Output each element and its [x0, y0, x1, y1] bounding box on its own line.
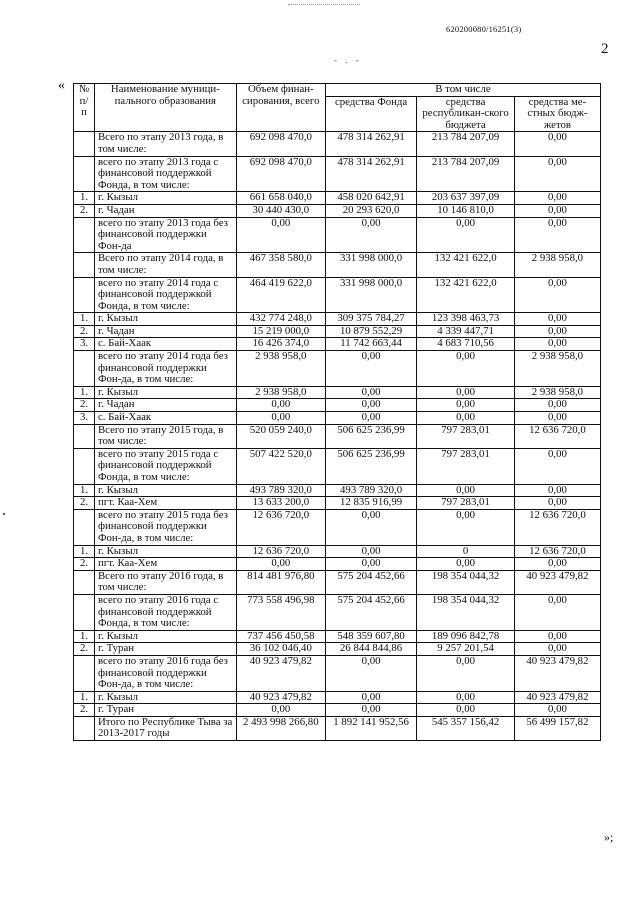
row-number: 2. — [74, 558, 95, 571]
row-fund: 493 789 320,0 — [325, 484, 416, 497]
row-number — [74, 570, 95, 594]
row-number: 1. — [74, 484, 95, 497]
row-republic: 0,00 — [417, 509, 515, 545]
table-row — [74, 386, 601, 399]
row-republic: 797 283,01 — [417, 448, 515, 484]
row-number — [74, 716, 95, 740]
table-row — [74, 716, 601, 740]
row-name: с. Бай-Хаак — [94, 412, 236, 425]
row-fund: 0,00 — [325, 351, 416, 387]
row-local: 0,00 — [514, 217, 600, 253]
row-name: г. Кызыл — [94, 192, 236, 205]
row-fund: 0,00 — [325, 691, 416, 704]
row-number: 2. — [74, 643, 95, 656]
table-row — [74, 399, 601, 412]
row-fund: 548 359 607,80 — [325, 630, 416, 643]
row-republic: 4 683 710,56 — [417, 338, 515, 351]
row-fund: 0,00 — [325, 412, 416, 425]
header-group: В том числе — [325, 84, 600, 97]
row-republic: 0 — [417, 545, 515, 558]
funding-table — [73, 83, 601, 741]
row-republic: 545 357 156,42 — [417, 716, 515, 740]
row-name: г. Кызыл — [94, 484, 236, 497]
row-name: г. Туран — [94, 643, 236, 656]
row-fund: 0,00 — [325, 655, 416, 691]
row-local: 12 636 720,0 — [514, 424, 600, 448]
row-fund: 575 204 452,66 — [325, 570, 416, 594]
row-number — [74, 277, 95, 313]
row-republic: 0,00 — [417, 484, 515, 497]
row-republic: 0,00 — [417, 412, 515, 425]
row-local: 0,00 — [514, 594, 600, 630]
table-row — [74, 545, 601, 558]
row-number — [74, 655, 95, 691]
row-name: г. Кызыл — [94, 630, 236, 643]
row-total: 2 938 958,0 — [236, 386, 325, 399]
row-republic: 213 784 207,09 — [417, 132, 515, 156]
table-row — [74, 643, 601, 656]
row-republic: 198 354 044,32 — [417, 594, 515, 630]
row-republic: 0,00 — [417, 386, 515, 399]
row-number — [74, 217, 95, 253]
table-row — [74, 691, 601, 704]
row-republic: 0,00 — [417, 399, 515, 412]
table-row — [74, 509, 601, 545]
row-number — [74, 132, 95, 156]
row-name: всего по этапу 2015 года без финансовой поддержки Фон-да, в том числе: — [94, 509, 236, 545]
row-total: 493 789 320,0 — [236, 484, 325, 497]
row-name: Итого по Республике Тыва за 2013-2017 годы — [94, 716, 236, 740]
row-local: 0,00 — [514, 484, 600, 497]
row-number — [74, 156, 95, 192]
closing-quote: »; — [604, 830, 614, 844]
row-local: 0,00 — [514, 156, 600, 192]
top-scan-line — [288, 4, 360, 5]
row-republic: 189 096 842,78 — [417, 630, 515, 643]
header-num: № п/п — [74, 84, 95, 132]
row-republic: 123 398 463,73 — [417, 313, 515, 326]
table-row — [74, 325, 601, 338]
row-total: 15 219 000,0 — [236, 325, 325, 338]
table-row — [74, 497, 601, 510]
row-fund: 575 204 452,66 — [325, 594, 416, 630]
row-local: 0,00 — [514, 448, 600, 484]
row-total: 2 493 998 266,80 — [236, 716, 325, 740]
table-header-row — [74, 84, 601, 97]
row-fund: 0,00 — [325, 704, 416, 717]
row-republic: 213 784 207,09 — [417, 156, 515, 192]
row-total: 36 102 046,40 — [236, 643, 325, 656]
row-republic: 797 283,01 — [417, 497, 515, 510]
row-total: 40 923 479,82 — [236, 691, 325, 704]
row-local: 0,00 — [514, 497, 600, 510]
row-total: 661 658 040,0 — [236, 192, 325, 205]
row-total: 432 774 248,0 — [236, 313, 325, 326]
row-republic: 0,00 — [417, 655, 515, 691]
table-row — [74, 217, 601, 253]
row-name: всего по этапу 2014 года с финансовой поддержкой Фонда, в том числе: — [94, 277, 236, 313]
row-republic: 0,00 — [417, 704, 515, 717]
header-fund: средства Фонда — [325, 96, 416, 132]
row-total: 0,00 — [236, 217, 325, 253]
row-fund: 11 742 663,44 — [325, 338, 416, 351]
table-row — [74, 558, 601, 571]
table-row — [74, 277, 601, 313]
row-number: 3. — [74, 338, 95, 351]
table-row — [74, 132, 601, 156]
table-row — [74, 630, 601, 643]
row-number: 2. — [74, 704, 95, 717]
row-republic: 9 257 201,54 — [417, 643, 515, 656]
row-local: 0,00 — [514, 204, 600, 217]
row-fund: 0,00 — [325, 545, 416, 558]
table-row — [74, 204, 601, 217]
table-row — [74, 594, 601, 630]
row-local: 56 499 157,82 — [514, 716, 600, 740]
row-total: 12 636 720,0 — [236, 509, 325, 545]
scan-marks: - . - — [334, 55, 362, 65]
table-row — [74, 655, 601, 691]
row-name: г. Кызыл — [94, 386, 236, 399]
row-local: 0,00 — [514, 630, 600, 643]
row-name: с. Бай-Хаак — [94, 338, 236, 351]
row-name: Всего по этапу 2015 года, в том числе: — [94, 424, 236, 448]
row-number: 1. — [74, 630, 95, 643]
row-name: всего по этапу 2016 года с финансовой поддержкой Фонда, в том числе: — [94, 594, 236, 630]
row-local: 2 938 958,0 — [514, 386, 600, 399]
row-fund: 0,00 — [325, 558, 416, 571]
row-local: 2 938 958,0 — [514, 253, 600, 277]
row-name: г. Чадан — [94, 204, 236, 217]
row-fund: 331 998 000,0 — [325, 277, 416, 313]
row-local: 0,00 — [514, 277, 600, 313]
row-fund: 26 844 844,86 — [325, 643, 416, 656]
row-name: Всего по этапу 2013 года, в том числе: — [94, 132, 236, 156]
table-row — [74, 156, 601, 192]
row-fund: 331 998 000,0 — [325, 253, 416, 277]
row-fund: 0,00 — [325, 217, 416, 253]
row-republic: 132 421 622,0 — [417, 277, 515, 313]
row-number: 2. — [74, 204, 95, 217]
row-local: 0,00 — [514, 338, 600, 351]
row-total: 0,00 — [236, 558, 325, 571]
table-body — [74, 132, 601, 741]
row-total: 814 481 976,80 — [236, 570, 325, 594]
row-local: 0,00 — [514, 412, 600, 425]
row-number: 1. — [74, 386, 95, 399]
header-name: Наименование муници-пального образования — [94, 84, 236, 132]
row-fund: 20 293 620,0 — [325, 204, 416, 217]
row-number: 2. — [74, 497, 95, 510]
row-local: 0,00 — [514, 192, 600, 205]
row-republic: 132 421 622,0 — [417, 253, 515, 277]
table-row — [74, 192, 601, 205]
row-name: всего по этапу 2013 года без финансовой поддержки Фон-да — [94, 217, 236, 253]
table-row — [74, 484, 601, 497]
row-total: 0,00 — [236, 399, 325, 412]
row-total: 13 633 200,0 — [236, 497, 325, 510]
row-total: 40 923 479,82 — [236, 655, 325, 691]
row-total: 0,00 — [236, 412, 325, 425]
row-name: Всего по этапу 2014 года, в том числе: — [94, 253, 236, 277]
table-row — [74, 704, 601, 717]
table-row — [74, 351, 601, 387]
row-number: 1. — [74, 545, 95, 558]
row-name: г. Чадан — [94, 325, 236, 338]
table-row — [74, 570, 601, 594]
row-total: 737 456 450,58 — [236, 630, 325, 643]
row-republic: 10 146 810,0 — [417, 204, 515, 217]
row-number — [74, 594, 95, 630]
row-number — [74, 509, 95, 545]
row-local: 0,00 — [514, 399, 600, 412]
row-number: 2. — [74, 399, 95, 412]
row-fund: 478 314 262,91 — [325, 132, 416, 156]
row-fund: 0,00 — [325, 509, 416, 545]
table-row — [74, 424, 601, 448]
row-total: 520 059 240,0 — [236, 424, 325, 448]
row-number — [74, 448, 95, 484]
row-local: 0,00 — [514, 132, 600, 156]
row-local: 40 923 479,82 — [514, 570, 600, 594]
row-number — [74, 253, 95, 277]
header-republic: средства республикан-ского бюджета — [417, 96, 515, 132]
margin-dot — [3, 513, 5, 515]
table-row — [74, 448, 601, 484]
row-fund: 458 020 642,91 — [325, 192, 416, 205]
row-total: 0,00 — [236, 704, 325, 717]
row-republic: 0,00 — [417, 217, 515, 253]
row-fund: 478 314 262,91 — [325, 156, 416, 192]
opening-quote: « — [58, 78, 65, 93]
row-local: 0,00 — [514, 313, 600, 326]
row-republic: 0,00 — [417, 691, 515, 704]
table-row — [74, 313, 601, 326]
row-total: 30 440 430,0 — [236, 204, 325, 217]
header-local: средства ме-стных бюдж-жетов — [514, 96, 600, 132]
row-total: 16 426 374,0 — [236, 338, 325, 351]
row-number: 1. — [74, 691, 95, 704]
page-number: 2 — [601, 41, 609, 57]
row-name: г. Чадан — [94, 399, 236, 412]
row-name: г. Кызыл — [94, 545, 236, 558]
row-total: 467 358 580,0 — [236, 253, 325, 277]
row-local: 40 923 479,82 — [514, 691, 600, 704]
row-number: 1. — [74, 313, 95, 326]
row-total: 12 636 720,0 — [236, 545, 325, 558]
row-name: пгт. Каа-Хем — [94, 497, 236, 510]
row-fund: 309 375 784,27 — [325, 313, 416, 326]
table-row — [74, 338, 601, 351]
row-republic: 0,00 — [417, 351, 515, 387]
row-fund: 506 625 236,99 — [325, 448, 416, 484]
row-number: 1. — [74, 192, 95, 205]
row-republic: 0,00 — [417, 558, 515, 571]
row-fund: 10 879 552,29 — [325, 325, 416, 338]
row-local: 0,00 — [514, 558, 600, 571]
row-local: 0,00 — [514, 325, 600, 338]
row-name: Всего по этапу 2016 года, в том числе: — [94, 570, 236, 594]
row-fund: 1 892 141 952,56 — [325, 716, 416, 740]
row-total: 692 098 470,0 — [236, 132, 325, 156]
row-fund: 506 625 236,99 — [325, 424, 416, 448]
row-name: г. Кызыл — [94, 691, 236, 704]
row-local: 40 923 479,82 — [514, 655, 600, 691]
row-local: 0,00 — [514, 643, 600, 656]
row-local: 12 636 720,0 — [514, 545, 600, 558]
document-number: 620200080/16251(3) — [446, 24, 522, 34]
row-local: 12 636 720,0 — [514, 509, 600, 545]
row-total: 464 419 622,0 — [236, 277, 325, 313]
row-republic: 4 339 447,71 — [417, 325, 515, 338]
row-fund: 0,00 — [325, 399, 416, 412]
row-name: пгт. Каа-Хем — [94, 558, 236, 571]
header-total: Объем финан-сирования, всего — [236, 84, 325, 132]
row-number — [74, 351, 95, 387]
row-total: 2 938 958,0 — [236, 351, 325, 387]
row-republic: 203 637 397,09 — [417, 192, 515, 205]
row-name: всего по этапу 2015 года с финансовой поддержкой Фонда, в том числе: — [94, 448, 236, 484]
table-row — [74, 412, 601, 425]
row-name: всего по этапу 2013 года с финансовой поддержкой Фонда, в том числе: — [94, 156, 236, 192]
row-name: г. Туран — [94, 704, 236, 717]
row-number — [74, 424, 95, 448]
row-local: 2 938 958,0 — [514, 351, 600, 387]
row-name: всего по этапу 2014 года без финансовой поддержки Фон-да, в том числе: — [94, 351, 236, 387]
row-fund: 12 835 916,99 — [325, 497, 416, 510]
row-total: 692 098 470,0 — [236, 156, 325, 192]
row-number: 2. — [74, 325, 95, 338]
row-local: 0,00 — [514, 704, 600, 717]
row-republic: 198 354 044,32 — [417, 570, 515, 594]
row-name: всего по этапу 2016 года без финансовой поддержки Фон-да, в том числе: — [94, 655, 236, 691]
row-number: 3. — [74, 412, 95, 425]
row-name: г. Кызыл — [94, 313, 236, 326]
row-republic: 797 283,01 — [417, 424, 515, 448]
table-row — [74, 253, 601, 277]
row-fund: 0,00 — [325, 386, 416, 399]
row-total: 507 422 520,0 — [236, 448, 325, 484]
row-total: 773 558 496,98 — [236, 594, 325, 630]
